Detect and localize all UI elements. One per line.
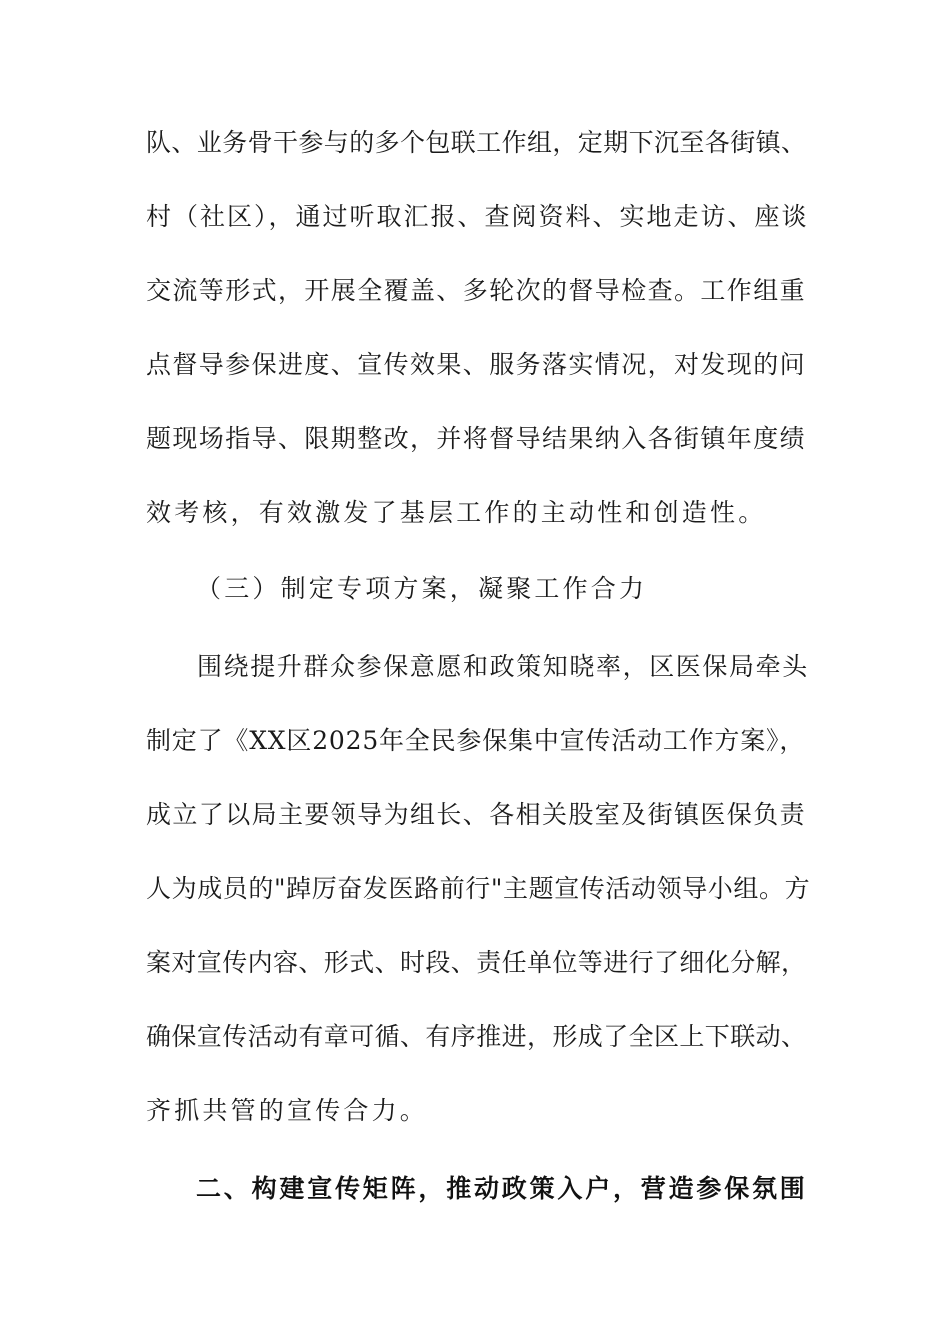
paragraph-line: 人为成员的"踔厉奋发医路前行"主题宣传活动领导小组。方 xyxy=(146,874,811,903)
paragraph-line: 点督导参保进度、宣传效果、服务落实情况，对发现的问 xyxy=(146,350,807,379)
paragraph-line: 制定了《XX区2025年全民参保集中宣传活动工作方案》， xyxy=(146,726,806,755)
paragraph-line: 围绕提升群众参保意愿和政策知晓率，区医保局牵头 xyxy=(197,652,809,681)
paragraph-line: 齐抓共管的宣传合力。 xyxy=(146,1096,429,1125)
section-subheading: （三）制定专项方案，凝聚工作合力 xyxy=(196,574,648,603)
paragraph-line: 案对宣传内容、形式、时段、责任单位等进行了细化分解， xyxy=(146,948,807,977)
paragraph-line: 队、业务骨干参与的多个包联工作组，定期下沉至各街镇、 xyxy=(146,128,807,157)
paragraph-line: 确保宣传活动有章可循、有序推进，形成了全区上下联动、 xyxy=(146,1022,807,1051)
paragraph-line: 交流等形式，开展全覆盖、多轮次的督导检查。工作组重 xyxy=(146,276,807,305)
paragraph-line: 效考核，有效激发了基层工作的主动性和创造性。 xyxy=(146,498,767,527)
paragraph-line: 村（社区），通过听取汇报、查阅资料、实地走访、座谈 xyxy=(146,202,809,231)
paragraph-line: 成立了以局主要领导为组长、各相关股室及街镇医保负责 xyxy=(146,800,807,829)
section-heading: 二、构建宣传矩阵，推动政策入户，营造参保氛围 xyxy=(196,1174,808,1203)
paragraph-line: 题现场指导、限期整改，并将督导结果纳入各街镇年度绩 xyxy=(146,424,807,453)
